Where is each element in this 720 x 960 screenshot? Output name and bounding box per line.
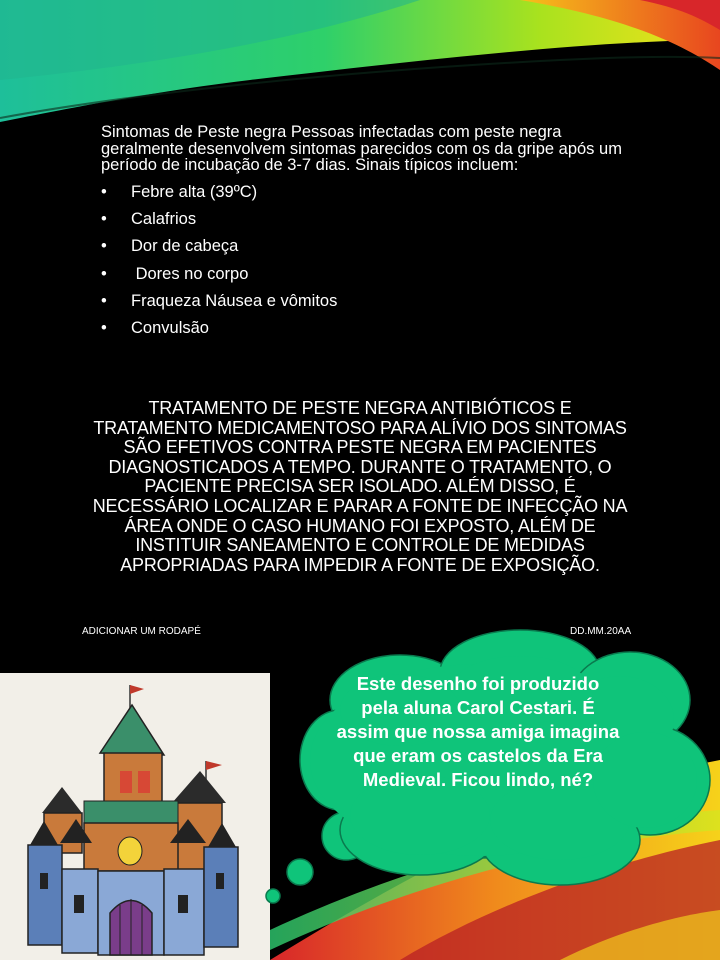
bullet-glyph: • <box>101 209 107 228</box>
footer-text: ADICIONAR UM RODAPÉ <box>82 626 201 637</box>
bullet-glyph: • <box>101 319 107 338</box>
bullet-glyph: • <box>101 237 107 256</box>
list-item: • Convulsão <box>101 319 209 338</box>
bullet-glyph: • <box>101 292 107 311</box>
list-item: • Dor de cabeça <box>101 237 239 256</box>
treatment-paragraph: TRATAMENTO DE PESTE NEGRA ANTIBIÓTICOS E TRATAMENTO MEDICAMENTOSO PARA ALÍVIO DOS SINTOMAS SÃO EFETIVOS CONTRA PESTE NEGRA EM PACIENTES DIAGNOSTICADOS A TEMPO. DURANTE O TRATAMENTO, O PACIENTE PRECISA SER ISOLADO. ALÉM DISSO, É NECESSÁRIO LOCALIZAR E PARAR A FONTE DE INFECÇÃO NA ÁREA ONDE O CASO HUMANO FOI EXPOSTO, ALÉM DE INSTITUIR SANEAMENTO E CONTROLE DE MEDIDAS APROPRIADAS PARA IMPEDIR A FONTE DE EXPOSIÇÃO. <box>92 398 628 575</box>
list-item: • Febre alta (39ºC) <box>101 182 258 201</box>
bullet-glyph: • <box>101 264 107 283</box>
list-item: • Calafrios <box>101 209 197 228</box>
list-item: • Dores no corpo <box>101 264 249 283</box>
footer-date: DD.MM.20AA <box>570 626 632 637</box>
list-item: • Fraqueza Náusea e vômitos <box>101 292 338 311</box>
symptoms-intro: Sintomas de Peste negra Pessoas infectadas com peste negra geralmente desenvolvem sintomas parecidos com os da gripe após um período de incubação de 3-7 dias. Sinais típicos incluem: <box>101 123 622 174</box>
bullet-glyph: • <box>101 182 107 201</box>
thought-bubble-text: Este desenho foi produzido pela aluna Carol Cestari. É assim que nossa amiga imagina que eram os castelos da Era Medieval. Ficou lindo, né? <box>336 673 620 791</box>
